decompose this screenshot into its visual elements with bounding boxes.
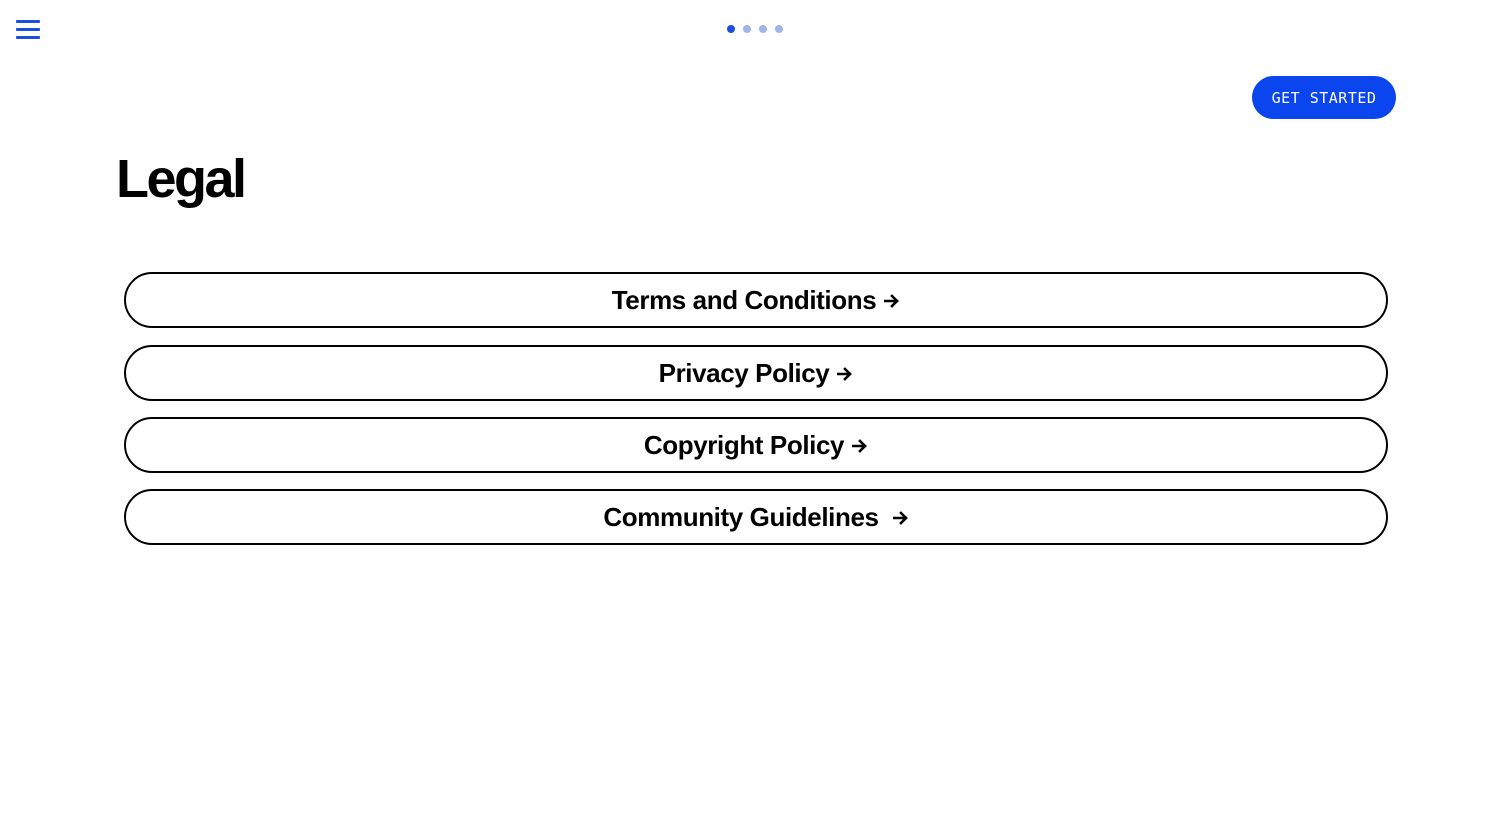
privacy-policy-link[interactable] [124, 345, 1388, 401]
terms-and-conditions-link[interactable] [124, 272, 1388, 328]
link-label: Privacy Policy [658, 357, 830, 388]
arrow-right-icon [852, 438, 868, 454]
arrow-right-icon [837, 366, 853, 382]
hamburger-line [16, 36, 40, 39]
page-title: Legal [116, 149, 245, 209]
hamburger-line [16, 20, 40, 23]
link-label: Community Guidelines [603, 501, 879, 532]
carousel-indicator [727, 25, 783, 33]
get-started-button[interactable]: GET STARTED [1252, 76, 1396, 119]
hamburger-menu-icon[interactable] [16, 20, 40, 39]
carousel-dot-2[interactable] [743, 25, 751, 33]
carousel-dot-3[interactable] [759, 25, 767, 33]
link-label: Copyright Policy [643, 429, 845, 460]
community-guidelines-link[interactable] [124, 489, 1388, 545]
carousel-dot-1[interactable] [727, 25, 735, 33]
arrow-right-icon [884, 293, 900, 309]
link-label: Terms and Conditions [611, 284, 877, 315]
copyright-policy-link[interactable] [124, 417, 1388, 473]
hamburger-line [16, 28, 40, 31]
carousel-dot-4[interactable] [775, 25, 783, 33]
arrow-right-icon [893, 510, 909, 526]
legal-links-list [124, 272, 1388, 561]
